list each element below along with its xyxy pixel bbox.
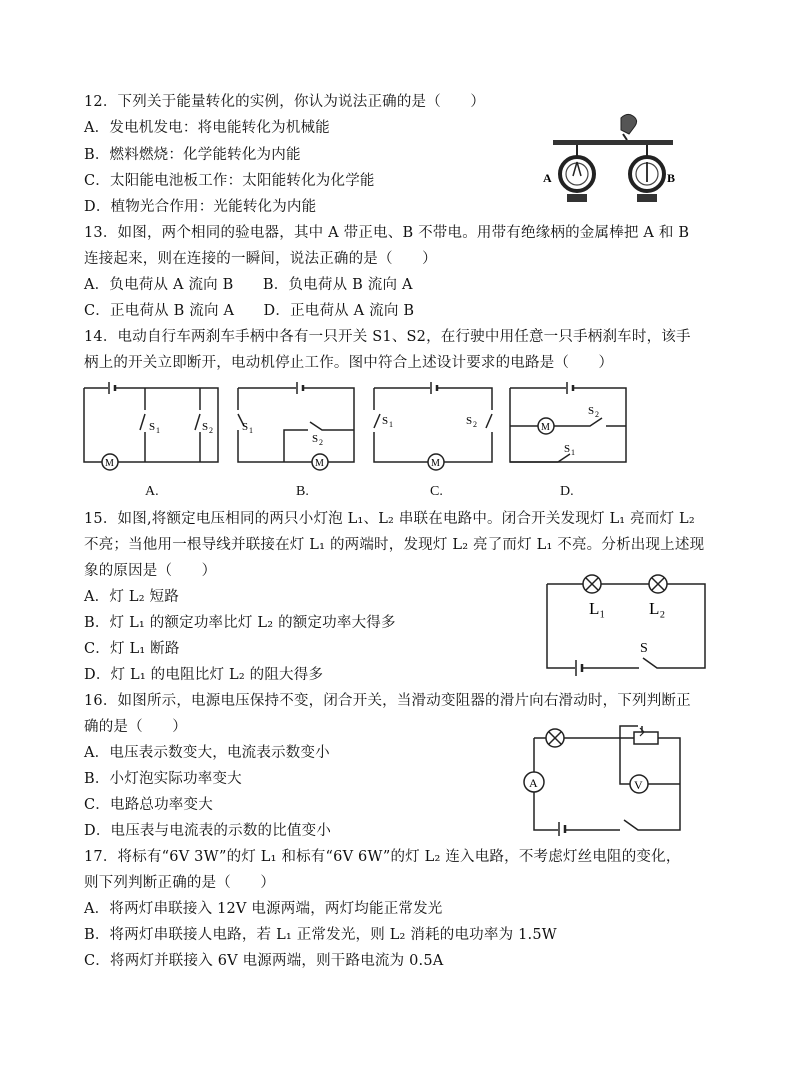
q16-option-c: C．电路总功率变大 xyxy=(84,797,213,813)
circuit-d-motor-label: M xyxy=(541,422,550,433)
q13-options-cd: C．正电荷从 B 流向 A D．正电荷从 A 流向 B xyxy=(84,303,415,319)
q13-options-ab: A．负电荷从 A 流向 B B．负电荷从 B 流向 A xyxy=(84,277,413,293)
q16-fig-ammeter-label: A xyxy=(529,776,538,790)
circuit-c-s1-sub: 1 xyxy=(389,420,393,429)
q13-stem-line1: 13．如图，两个相同的验电器，其中 A 带正电、B 不带电。用带有绝缘柄的金属棒把 A 和 B xyxy=(84,225,690,241)
q16-fig-voltmeter-label: V xyxy=(634,778,643,792)
circuit-c xyxy=(372,380,496,472)
electroscope-figure xyxy=(535,112,695,212)
q16-option-d: D．电压表与电流表的示数的比值变小 xyxy=(84,823,332,839)
circuit-b-s1-label: S xyxy=(242,421,249,433)
q12-option-c: C．太阳能电池板工作：太阳能转化为化学能 xyxy=(84,173,375,189)
q14-stem-line2: 柄上的开关立即断开，电动机停止工作。图中符合上述设计要求的电路是（ ） xyxy=(84,355,614,371)
circuit-c-s1-label: S xyxy=(382,415,389,427)
q15-option-d: D．灯 L₁ 的电阻比灯 L₂ 的阻大得多 xyxy=(84,667,324,683)
circuit-c-s2-label: S xyxy=(466,415,473,427)
circuit-a-motor-label: M xyxy=(105,458,114,469)
q12-option-b: B．燃料燃烧：化学能转化为内能 xyxy=(84,147,301,163)
q17-stem-line1: 17．将标有“6V 3W”的灯 L₁ 和标有“6V 6W”的灯 L₂ 连入电路，不考虑灯丝电阻的变化， xyxy=(84,849,681,865)
q15-fig-l1-label: L₁ xyxy=(589,599,606,618)
circuit-b-motor-label: M xyxy=(315,458,324,469)
circuit-b-s2-label: S xyxy=(312,433,319,445)
electroscope-label-b: B xyxy=(667,171,676,185)
circuit-c-s2-sub: 2 xyxy=(473,420,477,429)
circuit-a-s1-sub: 1 xyxy=(156,426,160,435)
q15-stem-line2: 不亮；当他用一根导线并联接在灯 L₁ 的两端时，发现灯 L₂ 亮了而灯 L₁ 不亮。分析出现上述现 xyxy=(84,537,705,553)
q12-option-a: A．发电机发电：将电能转化为机械能 xyxy=(84,120,330,136)
circuit-d xyxy=(508,380,630,472)
q15-option-a: A．灯 L₂ 短路 xyxy=(84,589,179,605)
q15-fig-switch-label: S xyxy=(640,641,648,656)
q15-option-b: B．灯 L₁ 的额定功率比灯 L₂ 的额定功率大得多 xyxy=(84,615,396,631)
q16-stem-line2: 确的是（ ） xyxy=(84,719,187,735)
q16-stem-line1: 16．如图所示，电源电压保持不变，闭合开关，当滑动变阻器的滑片向右滑动时，下列判断正 xyxy=(84,693,691,709)
circuit-b-s1-sub: 1 xyxy=(249,426,253,435)
circuit-c-motor-label: M xyxy=(431,458,440,469)
q17-stem-line2: 则下列判断正确的是（ ） xyxy=(84,875,276,891)
q12-option-d: D．植物光合作用：光能转化为内能 xyxy=(84,199,317,215)
circuit-d-s1-label: S xyxy=(564,443,571,455)
circuit-b-s2-sub: 2 xyxy=(319,438,323,447)
circuit-d-caption: D. xyxy=(560,484,574,499)
q17-option-c: C．将两灯并联接入 6V 电源两端，则干路电流为 0.5A xyxy=(84,953,444,969)
q16-option-a: A．电压表示数变大，电流表示数变小 xyxy=(84,745,330,761)
circuit-b xyxy=(236,380,358,472)
circuit-d-s1-sub: 1 xyxy=(571,448,575,457)
circuit-a-s1-label: S xyxy=(149,421,156,433)
circuit-d-s2-label: S xyxy=(588,405,595,417)
q15-stem-line3: 象的原因是（ ） xyxy=(84,563,217,579)
circuit-a-s2-label: S xyxy=(202,421,209,433)
circuit-b-caption: B. xyxy=(296,484,309,499)
q16-circuit-figure xyxy=(520,726,690,836)
q12-stem: 12．下列关于能量转化的实例，你认为说法正确的是（ ） xyxy=(84,94,486,110)
q17-option-b: B．将两灯串联接人电路，若 L₁ 正常发光，则 L₂ 消耗的电功率为 1.5W xyxy=(84,927,557,943)
circuit-a-s2-sub: 2 xyxy=(209,426,213,435)
q16-option-b: B．小灯泡实际功率变大 xyxy=(84,771,242,787)
q14-stem-line1: 14．电动自行车两刹车手柄中各有一只开关 S1、S2，在行驶中用任意一只手柄刹车时，该手 xyxy=(84,329,691,345)
circuit-a-caption: A. xyxy=(145,484,159,499)
q15-circuit-figure xyxy=(545,570,710,676)
q17-option-a: A．将两灯串联接入 12V 电源两端，两灯均能正常发光 xyxy=(84,901,443,917)
circuit-c-caption: C. xyxy=(430,484,443,499)
q15-stem-line1: 15．如图,将额定电压相同的两只小灯泡 L₁、L₂ 串联在电路中。闭合开关发现灯 L₁ 亮而灯 L₂ xyxy=(84,511,695,527)
q15-option-c: C．灯 L₁ 断路 xyxy=(84,641,180,657)
q13-stem-line2: 连接起来，则在连接的一瞬间，说法正确的是（ ） xyxy=(84,251,437,267)
circuit-d-s2-sub: 2 xyxy=(595,410,599,419)
electroscope-label-a: A xyxy=(543,171,552,185)
q15-fig-l2-label: L₂ xyxy=(649,599,666,618)
circuit-a xyxy=(82,380,222,472)
